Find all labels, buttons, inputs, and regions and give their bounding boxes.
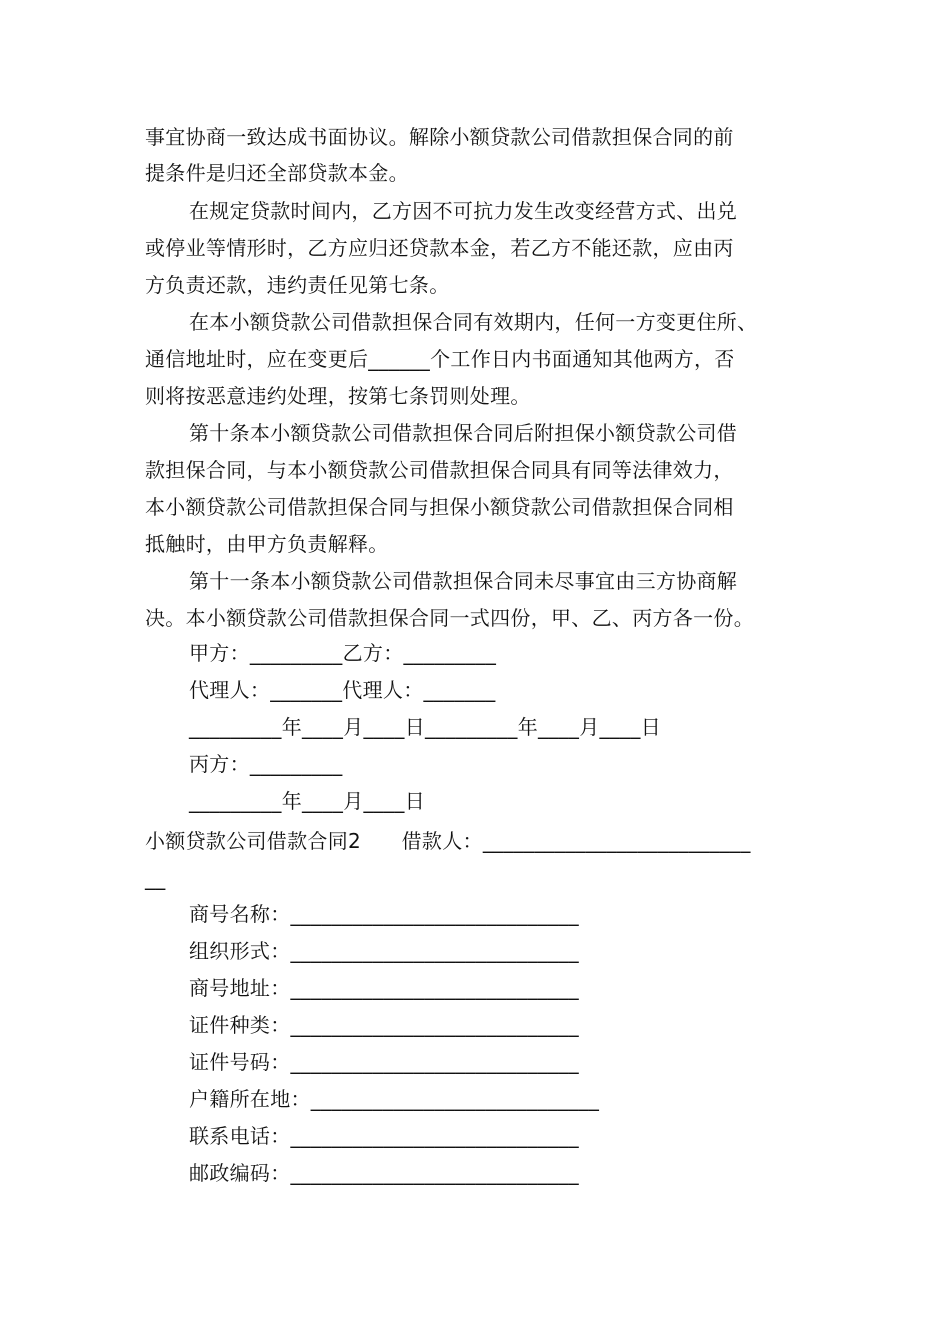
contract2-title-wrap: __	[145, 866, 166, 890]
field-id-number: 证件号码：____________________________	[189, 1050, 579, 1074]
paragraph-line: 决。本小额贷款公司借款担保合同一式四份，甲、乙、丙方各一份。	[145, 606, 754, 630]
paragraph-line: 通信地址时，应在变更后______个工作日内书面通知其他两方，否	[145, 347, 735, 371]
contract2-title-line: 小额贷款公司借款合同2 借款人：__________________________	[145, 829, 751, 853]
field-organization-form: 组织形式：____________________________	[189, 939, 579, 963]
paragraph-line: 第十一条本小额贷款公司借款担保合同未尽事宜由三方协商解	[189, 569, 738, 593]
paragraph-line: 或停业等情形时，乙方应归还贷款本金，若乙方不能还款，应由丙	[145, 236, 734, 260]
paragraph-line: 提条件是归还全部贷款本金。	[145, 161, 409, 185]
signature-party-c: 丙方：_________	[189, 752, 343, 776]
paragraph-line: 事宜协商一致达成书面协议。解除小额贷款公司借款担保合同的前	[145, 125, 734, 149]
field-postal-code: 邮政编码：____________________________	[189, 1161, 579, 1185]
paragraph-line: 抵触时，由甲方负责解释。	[145, 532, 389, 556]
paragraph-line: 方负责还款，违约责任见第七条。	[145, 273, 450, 297]
signature-date-single: _________年____月____日	[189, 789, 425, 813]
field-business-address: 商号地址：____________________________	[189, 976, 579, 1000]
paragraph-line: 款担保合同，与本小额贷款公司借款担保合同具有同等法律效力，	[145, 458, 734, 482]
paragraph-line: 在本小额贷款公司借款担保合同有效期内，任何一方变更住所、	[189, 310, 758, 334]
field-business-name: 商号名称：____________________________	[189, 902, 579, 926]
signature-agents: 代理人：_______代理人：_______	[189, 678, 496, 702]
field-phone: 联系电话：____________________________	[189, 1124, 579, 1148]
paragraph-line: 则将按恶意违约处理，按第七条罚则处理。	[145, 384, 531, 408]
paragraph-line: 第十条本小额贷款公司借款担保合同后附担保小额贷款公司借	[189, 421, 738, 445]
signature-party-ab: 甲方：_________乙方：_________	[189, 641, 497, 665]
field-id-type: 证件种类：____________________________	[189, 1013, 579, 1037]
paragraph-line: 在规定贷款时间内，乙方因不可抗力发生改变经营方式、出兑	[189, 199, 738, 223]
signature-date-double: _________年____月____日_________年____月____日	[189, 715, 661, 739]
paragraph-line: 本小额贷款公司借款担保合同与担保小额贷款公司借款担保合同相	[145, 495, 734, 519]
field-household-registration: 户籍所在地：____________________________	[189, 1087, 600, 1111]
